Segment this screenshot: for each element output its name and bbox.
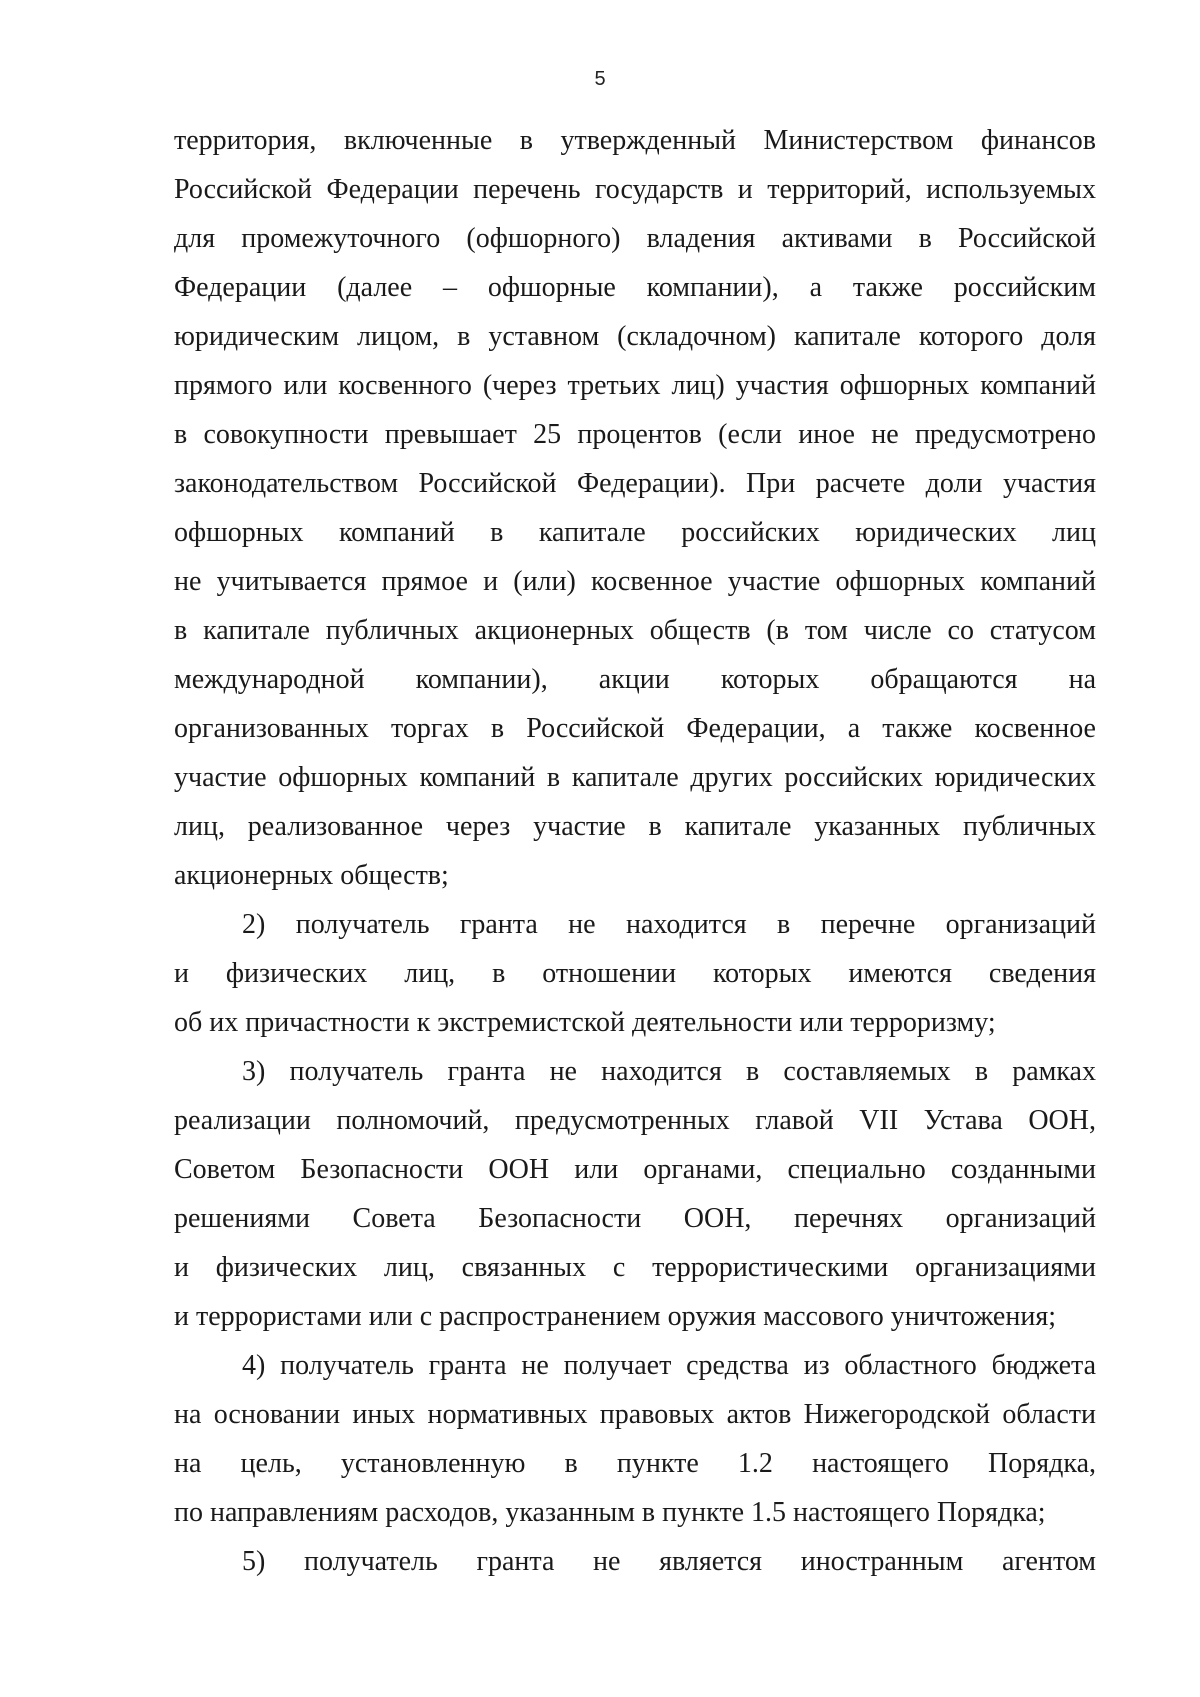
text-line: реализации полномочий, предусмотренных главой VII Устава ООН, [174, 1105, 1096, 1136]
text-line: Федерации (далее – офшорные компании), а также российским [174, 272, 1096, 303]
text-line: на основании иных нормативных правовых актов Нижегородской области [174, 1399, 1096, 1430]
text-line: Российской Федерации перечень государств и территорий, используемых [174, 174, 1096, 205]
text-line: организованных торгах в Российской Федерации, а также косвенное [174, 713, 1096, 744]
text-line: участие офшорных компаний в капитале других российских юридических [174, 762, 1096, 793]
paragraph-item-3 [174, 1047, 1096, 1341]
text-line: об их причастности к экстремистской деятельности или терроризму; [174, 1007, 996, 1038]
text-line: по направлениям расходов, указанным в пункте 1.5 настоящего Порядка; [174, 1497, 1046, 1528]
text-line: и террористами или с распространением оружия массового уничтожения; [174, 1301, 1056, 1332]
text-line: на цель, установленную в пункте 1.2 настоящего Порядка, [174, 1448, 1096, 1479]
paragraph-offshore-continuation [174, 116, 1096, 900]
text-line: 4) получатель гранта не получает средства из областного бюджета [242, 1350, 1096, 1381]
text-line: и физических лиц, связанных с террористическими организациями [174, 1252, 1096, 1283]
text-line: не учитывается прямое и (или) косвенное участие офшорных компаний [174, 566, 1096, 597]
text-line: в капитале публичных акционерных обществ (в том числе со статусом [174, 615, 1096, 646]
text-line: Советом Безопасности ООН или органами, специально созданными [174, 1154, 1096, 1185]
text-line: территория, включенные в утвержденный Министерством финансов [174, 125, 1096, 156]
text-line: офшорных компаний в капитале российских юридических лиц [174, 517, 1096, 548]
document-body [174, 116, 1096, 1586]
text-line: 5) получатель гранта не является иностранным агентом [242, 1546, 1096, 1577]
text-line: для промежуточного (офшорного) владения активами в Российской [174, 223, 1096, 254]
text-line: в совокупности превышает 25 процентов (если иное не предусмотрено [174, 419, 1096, 450]
text-line: прямого или косвенного (через третьих лиц) участия офшорных компаний [174, 370, 1096, 401]
text-line: 3) получатель гранта не находится в составляемых в рамках [242, 1056, 1096, 1087]
text-line: юридическим лицом, в уставном (складочном) капитале которого доля [174, 321, 1096, 352]
text-line: законодательством Российской Федерации). При расчете доли участия [174, 468, 1096, 499]
paragraph-item-4 [174, 1341, 1096, 1537]
text-line: акционерных обществ; [174, 860, 449, 891]
text-line: 2) получатель гранта не находится в перечне организаций [242, 909, 1096, 940]
text-line: решениями Совета Безопасности ООН, перечнях организаций [174, 1203, 1096, 1234]
paragraph-item-2 [174, 900, 1096, 1047]
text-line: лиц, реализованное через участие в капитале указанных публичных [174, 811, 1096, 842]
text-line: и физических лиц, в отношении которых имеются сведения [174, 958, 1096, 989]
text-line: международной компании), акции которых обращаются на [174, 664, 1096, 695]
paragraph-item-5 [174, 1537, 1096, 1586]
page-number: 5 [594, 68, 606, 90]
